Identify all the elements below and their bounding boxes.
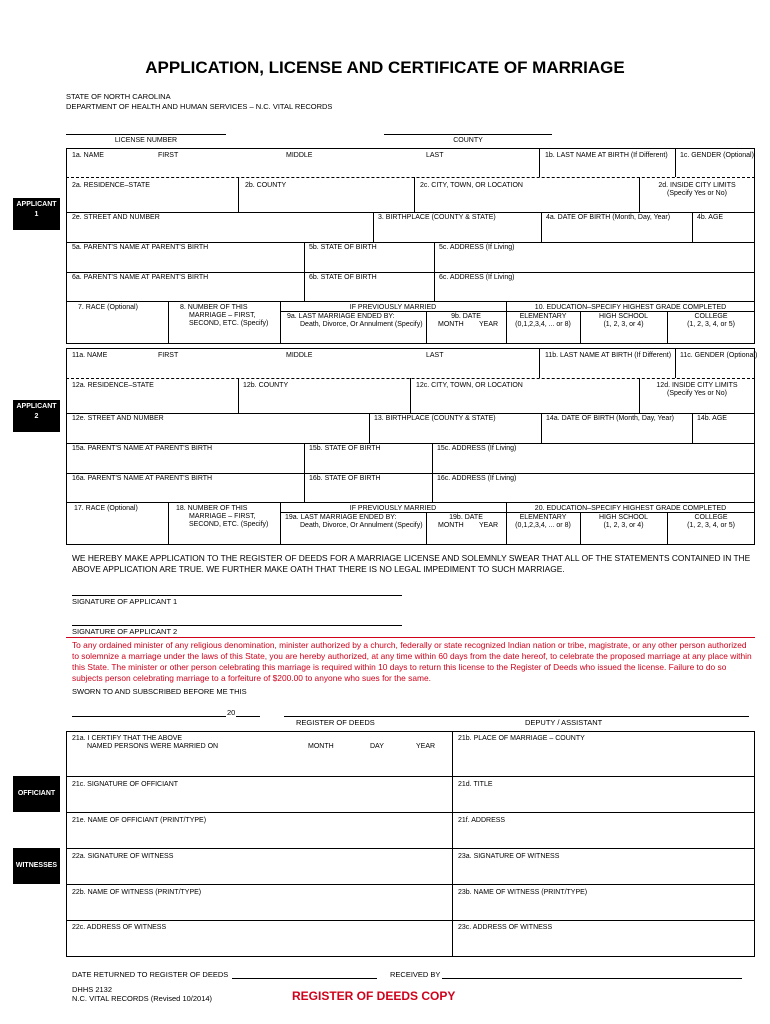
place-of-marriage-label: 21b. PLACE OF MARRIAGE – COUNTY — [458, 735, 585, 742]
previously-married-label: IF PREVIOUSLY MARRIED — [349, 505, 437, 512]
marriage-number-label: SECOND, ETC. (Specify) — [189, 320, 269, 327]
college-hint: (1, 2, 3, 4, or 5) — [687, 321, 735, 328]
parent-state-label: 15b. STATE OF BIRTH — [309, 445, 381, 452]
certify-label: NAMED PERSONS WERE MARRIED ON — [87, 743, 219, 750]
marriage-number-label: MARRIAGE – FIRST, — [189, 513, 256, 520]
authorization-warning: To any ordained minister of any religious denomination, minister authorized by a church, federally or state recognized Indian nation or tribe, magistrate, or any other person authorized to solemnize a marriage under the laws of this State, you are hereby authorized, at any time within 60 days from the date hereof, to celebrate the proposed marriage at any place within this State. The minister or other person celebrating this marriage is required within 10 days to return this license to the Register of Deeds who issued the license. Failure to do so subjects person celebrating marriage to a forfeiture of $200.00 to anyone who sues for the same. — [72, 640, 752, 683]
education-label: 10. EDUCATION–SPECIFY HIGHEST GRADE COMPLETED — [534, 304, 727, 311]
oath-statement: WE HEREBY MAKE APPLICATION TO THE REGISTER OF DEEDS FOR A MARRIAGE LICENSE AND SOLEMNLY SWEAR THAT ALL OF THE STATEMENTS CONTAINED IN THE ABOVE APPLICATION ARE TRUE. WE FURTHER MAKE OATH THAT THERE IS NO LEGAL IMPEDIMENT TO SUCH MARRIAGE. — [72, 553, 751, 574]
officiant-signature-label: 21c. SIGNATURE OF OFFICIANT — [72, 781, 179, 788]
witness-name-label: 22b. NAME OF WITNESS (PRINT/TYPE) — [72, 889, 202, 896]
certify-label: 21a. I CERTIFY THAT THE ABOVE — [72, 735, 183, 742]
state-label: STATE OF NORTH CAROLINA — [66, 92, 171, 101]
received-by-line[interactable] — [442, 978, 742, 979]
age-label: 4b. AGE — [697, 214, 724, 221]
department-label: DEPARTMENT OF HEALTH AND HUMAN SERVICES – N.C. VITAL RECORDS — [66, 102, 333, 111]
witness-signature-label: 23a. SIGNATURE OF WITNESS — [458, 853, 560, 860]
street-label: 12e. STREET AND NUMBER — [72, 415, 164, 422]
year-label: YEAR — [479, 321, 499, 328]
sworn-label: SWORN TO AND SUBSCRIBED BEFORE ME THIS — [72, 687, 247, 696]
parent-name-label: 5a. PARENT'S NAME AT PARENT'S BIRTH — [72, 244, 209, 251]
name-label: 1a. NAME — [72, 152, 104, 159]
officiant-title-label: 21d. TITLE — [458, 781, 493, 788]
date-of-birth-label: 14a. DATE OF BIRTH (Month, Day, Year) — [546, 415, 674, 422]
received-by-label: RECEIVED BY — [390, 970, 441, 979]
county-field-label: 2b. COUNTY — [245, 182, 287, 189]
elementary-hint: (0,1,2,3,4, ... or 8) — [515, 522, 571, 529]
officiant-label: OFFICIANT — [17, 790, 56, 797]
college-label: COLLEGE — [694, 514, 728, 521]
race-label: 17. RACE (Optional) — [74, 505, 138, 512]
parent-name-label: 16a. PARENT'S NAME AT PARENT'S BIRTH — [72, 475, 213, 482]
parent-address-label: 16c. ADDRESS (If Living) — [437, 475, 517, 482]
witness-signature-label: 22a. SIGNATURE OF WITNESS — [72, 853, 174, 860]
form-number: DHHS 2132 — [72, 985, 113, 994]
date-of-birth-label: 4a. DATE OF BIRTH (Month, Day, Year) — [546, 214, 671, 221]
inside-city-label: 12d. INSIDE CITY LIMITS — [656, 382, 738, 389]
middle-label: MIDDLE — [286, 152, 313, 159]
parent-state-label: 16b. STATE OF BIRTH — [309, 475, 381, 482]
marriage-number-label: MARRIAGE – FIRST, — [189, 312, 256, 319]
parent-name-label: 6a. PARENT'S NAME AT PARENT'S BIRTH — [72, 274, 209, 281]
applicant-label: APPLICANT — [16, 403, 57, 410]
license-number-label: LICENSE NUMBER — [114, 137, 178, 144]
residence-state-label: 2a. RESIDENCE–STATE — [72, 182, 150, 189]
sworn-year-line[interactable] — [236, 716, 260, 717]
city-label: 12c. CITY, TOWN, OR LOCATION — [416, 382, 523, 389]
register-of-deeds-label: REGISTER OF DEEDS — [296, 718, 375, 727]
age-label: 14b. AGE — [697, 415, 727, 422]
last-marriage-ended-hint: Death, Divorce, Or Annulment (Specify) — [300, 321, 423, 328]
elementary-label: ELEMENTARY — [519, 514, 567, 521]
high-school-hint: (1, 2, 3, or 4) — [603, 321, 644, 328]
parent-address-label: 15c. ADDRESS (If Living) — [437, 445, 517, 452]
parent-address-label: 5c. ADDRESS (If Living) — [439, 244, 515, 251]
street-label: 2e. STREET AND NUMBER — [72, 214, 160, 221]
inside-city-hint: (Specify Yes or No) — [667, 190, 727, 197]
applicant-label: APPLICANT — [16, 201, 57, 208]
date-returned-line[interactable] — [232, 978, 377, 979]
license-number-line[interactable] — [66, 134, 226, 135]
first-label: FIRST — [158, 352, 179, 359]
parent-state-label: 6b. STATE OF BIRTH — [309, 274, 377, 281]
high-school-label: HIGH SCHOOL — [598, 313, 648, 320]
first-label: FIRST — [158, 152, 179, 159]
red-divider — [66, 637, 755, 638]
officiant-address-label: 21f. ADDRESS — [458, 817, 506, 824]
birthplace-label: 13. BIRTHPLACE (COUNTY & STATE) — [374, 415, 496, 422]
deputy-label: DEPUTY / ASSISTANT — [525, 718, 603, 727]
parent-state-label: 5b. STATE OF BIRTH — [309, 244, 377, 251]
day-label: DAY — [370, 743, 384, 750]
copy-designation: REGISTER OF DEEDS COPY — [292, 989, 456, 1003]
witnesses-tab — [13, 848, 60, 884]
signature-applicant-1-line[interactable] — [72, 595, 402, 596]
race-label: 7. RACE (Optional) — [78, 304, 138, 311]
elementary-hint: (0,1,2,3,4, ... or 8) — [515, 321, 571, 328]
sworn-date-line[interactable] — [72, 716, 226, 717]
inside-city-hint: (Specify Yes or No) — [667, 390, 727, 397]
witness-address-label: 22c. ADDRESS OF WITNESS — [72, 924, 167, 931]
officiant-tab — [13, 776, 60, 812]
previously-married-label: IF PREVIOUSLY MARRIED — [349, 304, 437, 311]
last-name-birth-label: 11b. LAST NAME AT BIRTH (If Different) — [545, 352, 672, 359]
certificate-section — [66, 731, 755, 957]
marriage-number-label: SECOND, ETC. (Specify) — [189, 521, 269, 528]
date-label: 9b. DATE — [451, 313, 481, 320]
year-prefix: 20 — [227, 708, 236, 717]
date-label: 19b. DATE — [449, 514, 483, 521]
witness-name-label: 23b. NAME OF WITNESS (PRINT/TYPE) — [458, 889, 588, 896]
last-name-birth-label: 1b. LAST NAME AT BIRTH (If Different) — [545, 152, 668, 159]
witness-address-label: 23c. ADDRESS OF WITNESS — [458, 924, 553, 931]
city-label: 2c. CITY, TOWN, OR LOCATION — [420, 182, 523, 189]
county-line[interactable] — [384, 134, 552, 135]
high-school-label: HIGH SCHOOL — [598, 514, 648, 521]
witnesses-label: WITNESSES — [15, 862, 58, 869]
register-signature-line[interactable] — [284, 716, 749, 717]
middle-label: MIDDLE — [286, 352, 313, 359]
applicant-2-tab — [13, 400, 60, 432]
county-field-label: 12b. COUNTY — [243, 382, 289, 389]
officiant-name-label: 21e. NAME OF OFFICIANT (PRINT/TYPE) — [72, 817, 207, 824]
county-label: COUNTY — [453, 137, 483, 144]
signature-applicant-2-line[interactable] — [72, 625, 402, 626]
elementary-label: ELEMENTARY — [519, 313, 567, 320]
gender-label: 1c. GENDER (Optional) — [680, 152, 754, 159]
signature-applicant-2-label: SIGNATURE OF APPLICANT 2 — [72, 627, 178, 636]
parent-name-label: 15a. PARENT'S NAME AT PARENT'S BIRTH — [72, 445, 213, 452]
form-title: APPLICATION, LICENSE AND CERTIFICATE OF MARRIAGE — [145, 58, 625, 77]
marriage-number-label: 18. NUMBER OF THIS — [176, 505, 248, 512]
month-label: MONTH — [308, 743, 334, 750]
date-returned-label: DATE RETURNED TO REGISTER OF DEEDS — [72, 970, 229, 979]
year-label: YEAR — [416, 743, 436, 750]
high-school-hint: (1, 2, 3, or 4) — [603, 522, 644, 529]
last-label: LAST — [426, 352, 444, 359]
month-label: MONTH — [438, 522, 464, 529]
residence-state-label: 12a. RESIDENCE–STATE — [72, 382, 154, 389]
marriage-number-label: 8. NUMBER OF THIS — [180, 304, 248, 311]
gender-label: 11c. GENDER (Optional) — [680, 352, 758, 359]
applicant-1-tab — [13, 198, 60, 230]
education-label: 20. EDUCATION–SPECIFY HIGHEST GRADE COMPLETED — [534, 505, 727, 512]
inside-city-label: 2d. INSIDE CITY LIMITS — [658, 182, 736, 189]
college-hint: (1, 2, 3, 4, or 5) — [687, 522, 735, 529]
signature-applicant-1-label: SIGNATURE OF APPLICANT 1 — [72, 597, 178, 606]
last-marriage-ended-label: 9a. LAST MARRIAGE ENDED BY: — [287, 313, 395, 320]
applicant-number: 1 — [34, 211, 39, 218]
applicant-number: 2 — [34, 413, 39, 420]
parent-address-label: 6c. ADDRESS (If Living) — [439, 274, 515, 281]
year-label: YEAR — [479, 522, 499, 529]
college-label: COLLEGE — [694, 313, 728, 320]
birthplace-label: 3. BIRTHPLACE (COUNTY & STATE) — [378, 214, 496, 221]
last-marriage-ended-hint: Death, Divorce, Or Annulment (Specify) — [300, 522, 423, 529]
last-marriage-ended-label: 19a. LAST MARRIAGE ENDED BY: — [285, 514, 397, 521]
last-label: LAST — [426, 152, 444, 159]
revision-label: N.C. VITAL RECORDS (Revised 10/2014) — [72, 994, 213, 1003]
month-label: MONTH — [438, 321, 464, 328]
name-label: 11a. NAME — [72, 352, 108, 359]
